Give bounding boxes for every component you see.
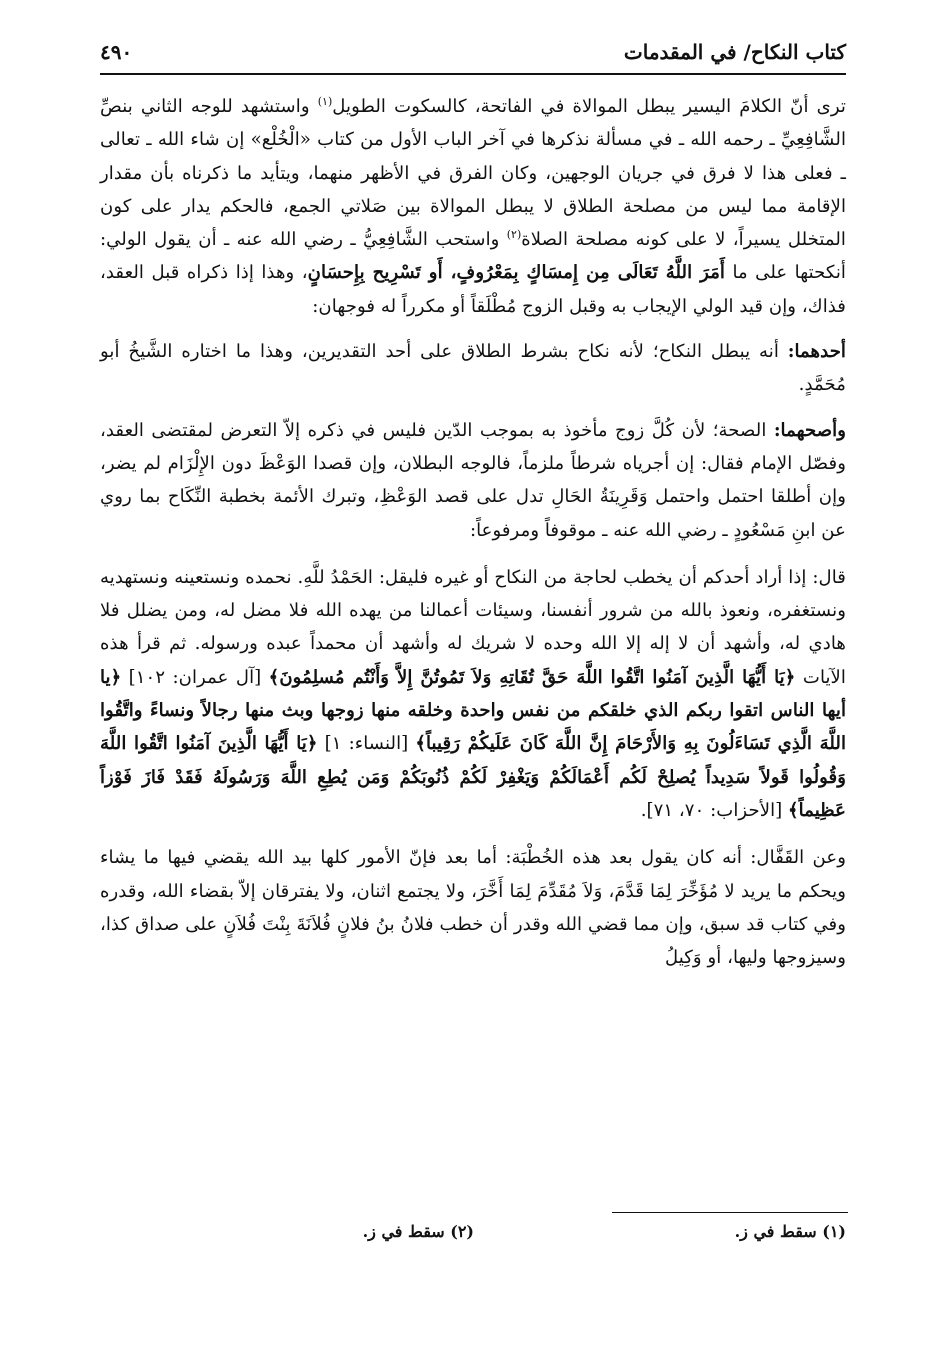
- quran-quote: أَمَرَ اللَّهُ تَعَالَى مِن إِمسَاكٍ بِمَعْرُوفٍ، أَو تَسْرِيح بِإِحسَانٍ: [307, 262, 725, 284]
- footnote-divider: [612, 1212, 848, 1213]
- header-divider: [100, 73, 846, 75]
- p3-text: الصحة؛ لأن كُلَّ زوج مأخوذ به بموجب الدّين فليس في ذكره إلاّ التعرض لمقتضى العقد، وفصّل الإمام فقال: إن أجرياه شرطاً ملزماً، فالوجه البطلان، وإن قصدا الوَعْظَ دون الإِلْزَام لم يضر، وإن أطلقا احتمل واحتمل وَقَرِينَةُ الحَالِ تدل على قصد الوَعْظِ، وتبرك الأئمة بخطبة النِّكَاح بما روي عن ابنِ مَسْعُودٍ ـ رضي الله عنه ـ موقوفاً ومرفوعاً:: [100, 419, 846, 541]
- footnote-2: (٢) سقط في ز.: [362, 1222, 474, 1241]
- running-header: [100, 34, 846, 70]
- main-text: [100, 90, 846, 986]
- p1-text-c: واستحب الشَّافِعِيُّ ـ رضي الله عنه ـ أن يقول الولي: أنكحتها على ما: [100, 229, 846, 284]
- paragraph-2: [100, 335, 846, 402]
- page-number: ٤٩٠: [100, 40, 133, 64]
- p3-lead: وأصحهما:: [773, 419, 846, 441]
- footnote-ref-1: (١): [317, 94, 333, 108]
- p2-lead: أحدهما:: [787, 341, 846, 363]
- paragraph-1: [100, 90, 846, 323]
- footnote-ref-2: (٢): [506, 228, 522, 242]
- p2-text: أنه يبطل النكاح؛ لأنه نكاح بشرط الطلاق على أحد التقديرين، وهذا ما اختاره الشَّيخُ أبو مُحَمَّدٍ.: [100, 341, 846, 396]
- p5-text: وعن القَفَّال: أنه كان يقول بعد هذه الخُطْبَة: أما بعد فإنّ الأمور كلها بيد الله يقضي فيها ما يشاء ويحكم ما يريد لا مُؤَخِّرَ لِمَا قَدَّمَ، وَلاَ مُقَدِّمَ لِمَا أَخَّرَ، ولا يجتمع اثنان، ولا يفترقان إلاّ بقضاء الله، وقدره وفي كتاب قد سبق، وإن مما قضي الله وقدر أن خطب فلانُ بنُ فلانٍ فُلاَنَةَ بِنْتَ فُلاَنٍ على صداق كذا، وسيزوجها وليها، أو وَكِيلُ: [100, 847, 846, 969]
- quran-verse-3: ﴿يَا أَيُّهَا الَّذِينَ آمَنُوا اتَّقُوا اللَّهَ وَقُولُوا قَولاً سَدِيداً يُصلِحْ لَكُم أَعْمَالَكُمْ وَيَغْفِرْ لَكُمْ ذُنُوبَكُمْ وَمَن يُطِعِ اللَّهَ وَرَسُولَهُ فَقَدْ فَازَ فَوْزاً عَظِيماً﴾: [100, 733, 846, 821]
- paragraph-3: [100, 414, 846, 547]
- p1-text-b: واستشهد للوجه الثاني بنصِّ الشَّافِعِيِّ ـ رحمه الله ـ في مسألة نذكرها في آخر الباب الأول من كتاب «الْخُلْع» إن شاء الله ـ تعالى ـ فعلى هذا لا فرق في جريان الوجهين، وكان الفرق في الأظهر منهما، ويتأيد ما ذكرناه بأن مقدار الإقامة مما ليس من مصلحة الطلاق لا يبطل الموالاة بين صَلاتي الجمع، فالحكم يدار على كون المتخلل يسيراً، لا على كونه مصلحة الصلاة: [100, 96, 846, 251]
- footnote-1: (١) سقط في ز.: [734, 1222, 846, 1241]
- paragraph-5: [100, 841, 846, 974]
- p1-text-d: ، وهذا إذا ذكراه قبل العقد، فذاك، وإن قيد الولي الإيجاب به وقبل الزوج مُطْلَقاً أو مكرراً له فوجهان:: [100, 262, 846, 317]
- quran-verse-1: ﴿يَا أَيُّهَا الَّذِينَ آمَنُوا اتَّقُوا اللَّهَ حَقَّ تُقَاتِهِ وَلاَ تَمُوتُنَّ إِلاَّ وَأَنْتُم مُسلِمُونَ﴾: [268, 666, 796, 688]
- running-title: كتاب النكاح/ في المقدمات: [623, 40, 846, 64]
- quran-verse-2: ﴿يا أيها الناس اتقوا ربكم الذي خلقكم من نفس واحدة وخلقه منها زوجها وبث منها رجالاً ونساءً واتَّقُوا اللَّهَ الَّذِي تَسَاءَلُونَ بِهِ وَالأَرْحَامَ إِنَّ اللَّهَ كَانَ عَلَيكُمْ رَقِيباً﴾: [100, 666, 846, 755]
- verse-ref-3: [الأحزاب: ٧٠، ٧١].: [640, 799, 789, 821]
- p1-text-a: ترى أنّ الكلامَ اليسير يبطل الموالاة في الفاتحة، كالسكوت الطويل: [332, 96, 846, 117]
- verse-ref-2: [النساء: ١]: [317, 733, 416, 755]
- verse-ref-1: [آل عمران: ١٠٢]: [121, 666, 269, 688]
- footnotes: [100, 1222, 846, 1252]
- p4-text-a: قال: إذا أراد أحدكم أن يخطب لحاجة من النكاح أو غيره فليقل: الحَمْدُ للَّهِ. نحمده ونستعينه ونستهديه ونستغفره، ونعوذ بالله من شرور أنفسنا، وسيئات أعمالنا من يهده الله فلا مضل له، ومن يضلل فلا هادي له، وأشهد أن لا إله إلا الله وحده لا شريك له وأشهد أن محمداً عبده ورسوله. ثم قرأ هذه الآيات: [100, 566, 846, 688]
- paragraph-4: [100, 561, 846, 827]
